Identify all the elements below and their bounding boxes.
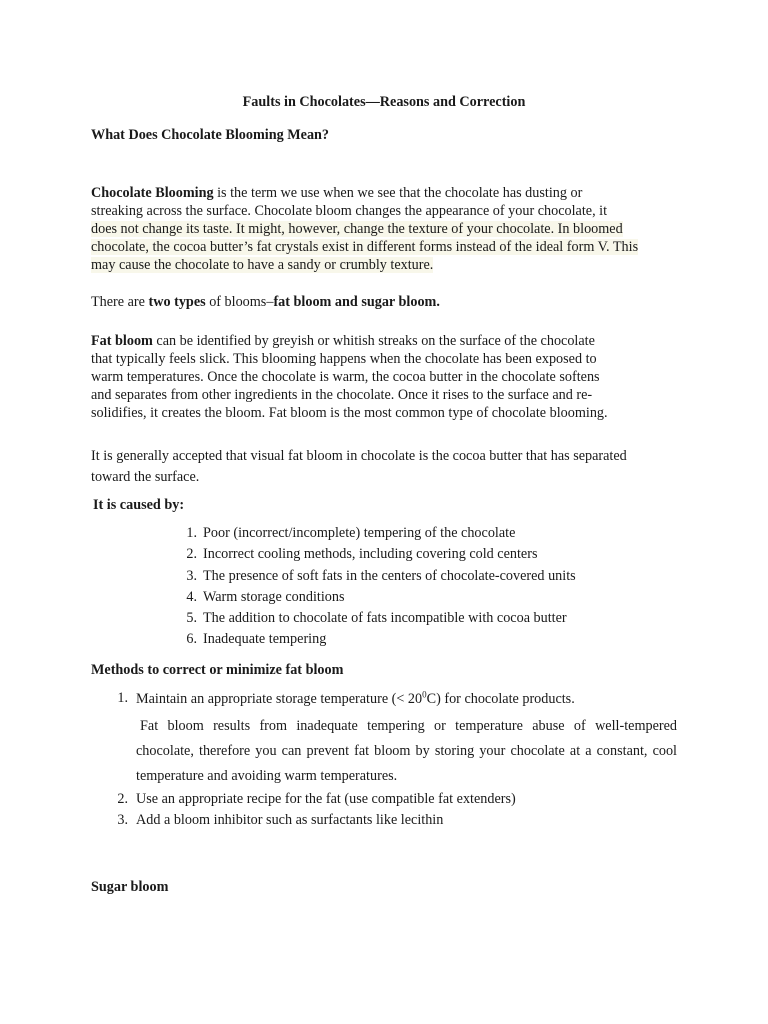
fat-bloom-line-5: solidifies, it creates the bloom. Fat bloom is the most common type of chocolate blooming. [91,405,608,421]
types-text-2: of blooms– [205,294,274,310]
causes-list [186,523,703,651]
types-text-1: There are [91,294,149,310]
list-text: Use an appropriate recipe for the fat (use compatible fat extenders) [136,791,516,807]
list-number: 2. [186,546,197,563]
list-text: The addition to chocolate of fats incompatible with cocoa butter [203,610,567,627]
question-heading: What Does Chocolate Blooming Mean? [91,127,330,143]
list-number: 3. [186,567,197,584]
list-text: The presence of soft fats in the centers of chocolate-covered units [203,567,576,584]
accepted-line-2: toward the surface. [91,469,200,485]
page-title: Faults in Chocolates—Reasons and Correction [242,94,526,110]
caused-by-heading: It is caused by: [93,497,185,513]
list-number: 5. [186,610,197,627]
fat-bloom-paragraph [91,332,691,422]
blooming-line-4: chocolate, the cocoa butter’s fat crystals exist in different forms instead of the ideal form V. This [91,239,639,255]
list-text: Poor (incorrect/incomplete) tempering of the chocolate [203,525,516,541]
types-bold-names: fat bloom and sugar bloom. [273,294,440,310]
list-number: 1. [186,525,197,541]
method-1 [117,689,681,708]
blooming-line-5: may cause the chocolate to have a sandy or crumbly texture. [91,257,434,273]
blooming-line-3: does not change its taste. It might, however, change the texture of your chocolate. In bloomed [91,221,623,237]
method-1-number: 1. [117,690,128,706]
method-1-detail: Fat bloom results from inadequate tempering or temperature abuse of well-tempered chocolate, therefore you can prevent fat bloom by storing your chocolate at a constant, cool temperature and avoiding warm temperatures. [136,718,677,784]
list-number: 6. [186,631,197,648]
list-item [186,587,703,608]
list-number: 3. [117,812,128,828]
list-item [117,789,681,810]
accepted-line-1: It is generally accepted that visual fat bloom in chocolate is the cocoa butter that has separated [91,448,627,464]
fat-bloom-line-1: can be identified by greyish or whitish streaks on the surface of the chocolate [152,333,595,349]
types-paragraph [91,293,691,311]
list-number: 2. [117,791,128,807]
list-text: Incorrect cooling methods, including covering cold centers [203,546,538,563]
list-item [186,608,703,629]
sugar-bloom-heading: Sugar bloom [91,879,169,895]
list-item [186,629,703,650]
list-item [186,523,703,544]
list-text: Inadequate tempering [203,631,327,648]
blooming-line-2: streaking across the surface. Chocolate bloom changes the appearance of your chocolate, it [91,203,608,219]
fat-bloom-line-4: and separates from other ingredients in the chocolate. Once it rises to the surface and re- [91,387,593,403]
fat-bloom-line-3: warm temperatures. Once the chocolate is warm, the cocoa butter in the chocolate softens [91,369,600,385]
list-item [186,566,703,587]
fat-bloom-term: Fat bloom [91,333,153,349]
methods-list [117,789,681,831]
accepted-paragraph [91,446,691,488]
list-item [186,544,703,565]
method-1-superscript: 0 [422,689,427,700]
list-item [117,810,681,831]
method-1-text-end: C) for chocolate products. [426,691,575,707]
list-text: Warm storage conditions [203,588,345,605]
methods-heading: Methods to correct or minimize fat bloom [91,662,344,678]
list-number: 4. [186,588,197,605]
types-bold-count: two types [148,294,206,310]
blooming-line-1: is the term we use when we see that the chocolate has dusting or [213,185,583,201]
blooming-term: Chocolate Blooming [91,185,214,201]
fat-bloom-line-2: that typically feels slick. This blooming happens when the chocolate has been exposed to [91,351,597,367]
blooming-paragraph [91,184,691,274]
method-1-text: Maintain an appropriate storage temperature (< 20 [136,691,423,707]
list-text: Add a bloom inhibitor such as surfactants like lecithin [136,812,444,828]
